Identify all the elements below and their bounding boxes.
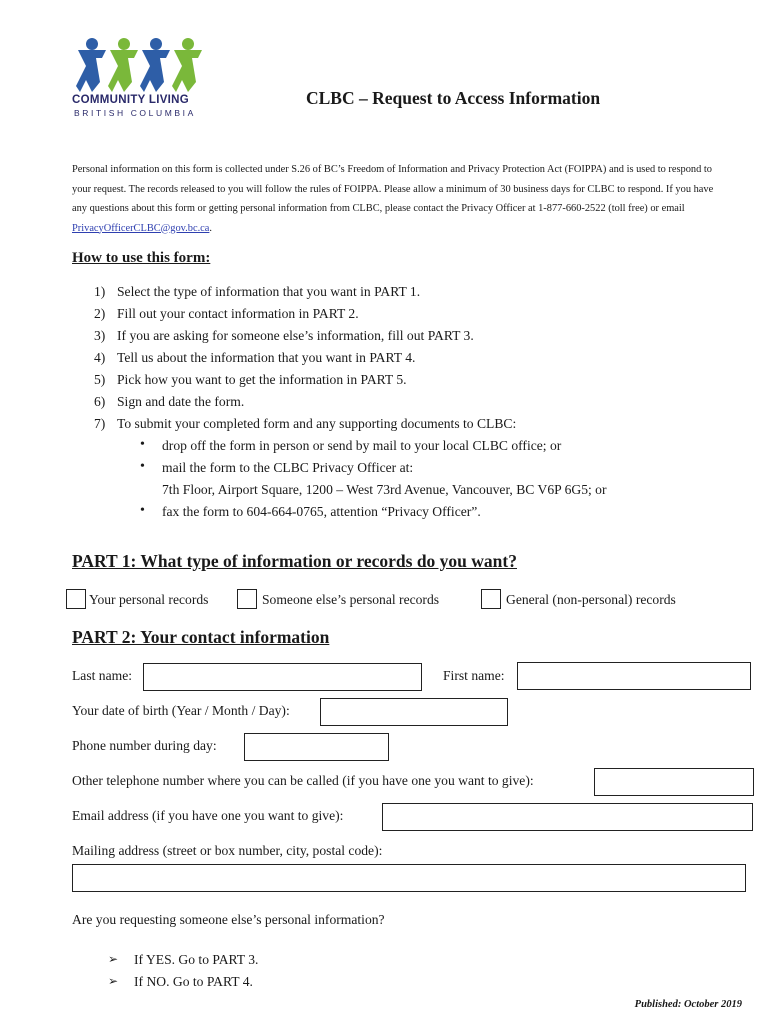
logo-org-name: COMMUNITY LIVING — [72, 94, 190, 106]
checkbox-label-someone-else-records: Someone else’s personal records — [262, 592, 440, 607]
mailing-address-label: Mailing address (street or box number, city, postal code): — [72, 843, 383, 858]
part1-heading: PART 1: What type of information or records do you want? — [72, 551, 517, 571]
intro-paragraph — [72, 160, 722, 238]
email-field[interactable] — [382, 803, 753, 831]
someone-else-question: Are you requesting someone else’s personal information? — [72, 912, 385, 927]
mailing-address-field[interactable] — [72, 864, 746, 892]
arrow-bullet-icon: ➢ — [108, 974, 119, 988]
checkbox-label-general-records: General (non-personal) records — [506, 592, 676, 607]
checkbox-label-your-records: Your personal records — [89, 592, 209, 607]
dob-label: Your date of birth (Year / Month / Day): — [72, 703, 290, 718]
logo-org-region: BRITISH COLUMBIA — [74, 108, 196, 118]
intro-text: Personal information on this form is collected under S.26 of BC’s Freedom of Information and Privacy Protection Act (FOIPPA) and is used to respond to your request. The records released to you will follow the rules of FOIPPA. Please allow a minimum of 30 business days for CLBC to respond. If you have any questions about this form or getting personal information from CLBC, please contact the Privacy Officer at 1-877-660-2522 (toll free) or email — [72, 164, 714, 214]
checkbox-someone-else-records[interactable] — [237, 589, 257, 609]
part2-heading: PART 2: Your contact information — [72, 627, 330, 647]
bullet-icon: • — [140, 459, 145, 474]
intro-end: . — [209, 222, 213, 234]
how-to-heading: How to use this form: — [72, 250, 211, 266]
last-name-label: Last name: — [72, 668, 133, 683]
bullet-icon: • — [140, 503, 145, 518]
page-title: CLBC – Request to Access Information — [306, 88, 601, 108]
dob-field[interactable] — [320, 698, 508, 726]
other-phone-field[interactable] — [594, 768, 754, 796]
privacy-email-link[interactable]: PrivacyOfficerCLBC@gov.bc.ca — [72, 222, 210, 234]
clbc-logo — [72, 36, 222, 126]
checkbox-your-records[interactable] — [66, 589, 86, 609]
first-name-field[interactable] — [517, 662, 751, 690]
first-name-label: First name: — [443, 668, 505, 683]
bullet-icon: • — [140, 437, 145, 452]
checkbox-general-records[interactable] — [481, 589, 501, 609]
phone-day-label: Phone number during day: — [72, 738, 217, 753]
phone-day-field[interactable] — [244, 733, 389, 761]
published-date: Published: October 2019 — [634, 999, 742, 1010]
email-label: Email address (if you have one you want to give): — [72, 808, 344, 823]
last-name-field[interactable] — [143, 663, 422, 691]
arrow-bullet-icon: ➢ — [108, 952, 119, 966]
people-figures-icon — [72, 36, 222, 96]
other-phone-label: Other telephone number where you can be called (if you have one you want to give): — [72, 773, 534, 788]
